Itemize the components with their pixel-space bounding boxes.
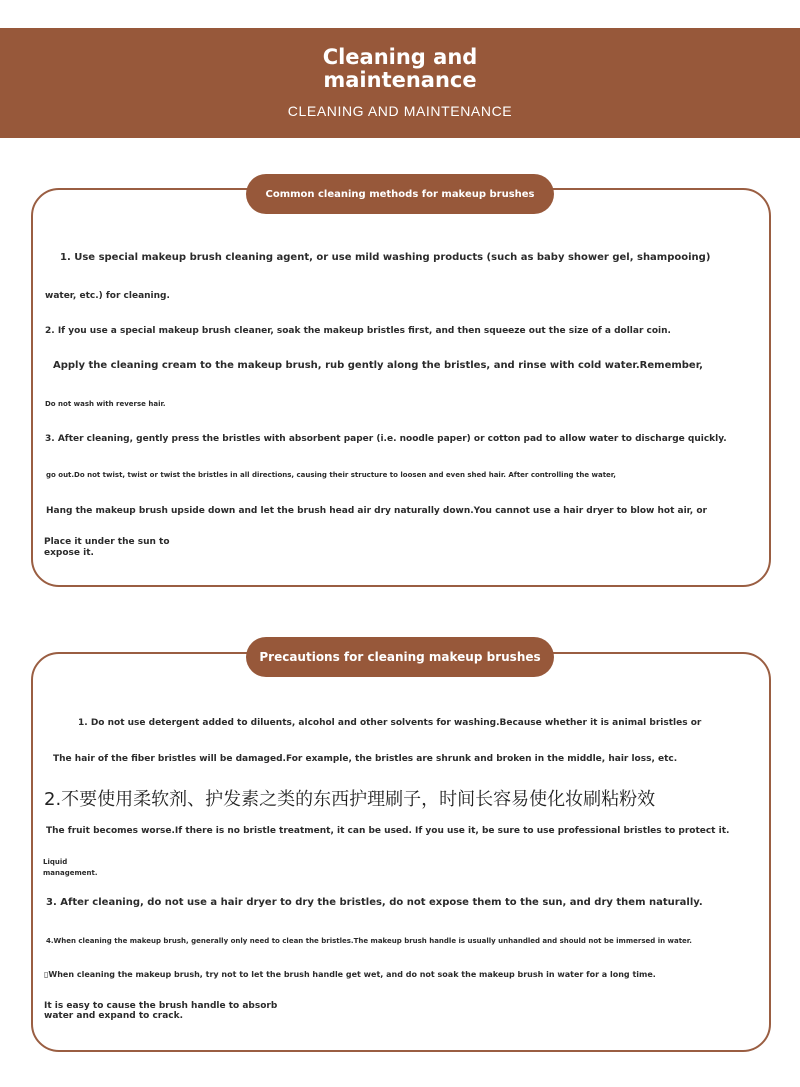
section1-line-3: 2. If you use a special makeup brush cleaner, soak the makeup bristles first, and then squeeze out the size of a dollar coin. [45, 326, 671, 336]
page-title-line-1: Cleaning and [322, 45, 478, 69]
section1-line-8: Hang the makeup brush upside down and let the brush head air dry naturally down.You cannot use a hair dryer to blow hot air, or [46, 506, 707, 516]
page-subtitle: CLEANING AND MAINTENANCE [287, 103, 513, 119]
page-title [0, 46, 800, 92]
section2-line-9: ▯When cleaning the makeup brush, try not to let the brush handle get wet, and do not soak the makeup brush in water for a long time. [44, 970, 656, 979]
section1-line-10: expose it. [44, 548, 94, 558]
section2-line-4: The fruit becomes worse.If there is no bristle treatment, it can be used. If you use it, be sure to use professional bristles to protect it. [46, 826, 730, 836]
section1-line-4: Apply the cleaning cream to the makeup brush, rub gently along the bristles, and rinse with cold water.Remember, [53, 360, 703, 371]
section1-line-6: 3. After cleaning, gently press the bristles with absorbent paper (i.e. noodle paper) or cotton pad to allow water to discharge quickly. [45, 434, 727, 444]
cleaning-methods-card [31, 188, 771, 587]
section2-line-8: 4.When cleaning the makeup brush, generally only need to clean the bristles.The makeup brush handle is usually unhandled and should not be immersed in water. [46, 937, 692, 945]
section1-line-2: water, etc.) for cleaning. [45, 291, 170, 301]
header-banner [0, 28, 800, 138]
section1-line-7: go out.Do not twist, twist or twist the bristles in all directions, causing their structure to loosen and even shed hair. After controlling the water, [46, 471, 616, 479]
section2-line-11: water and expand to crack. [44, 1011, 184, 1021]
section2-line-7: 3. After cleaning, do not use a hair dryer to dry the bristles, do not expose them to the sun, and dry them naturally. [46, 897, 703, 908]
section2-line-2: The hair of the fiber bristles will be damaged.For example, the bristles are shrunk and broken in the middle, hair loss, etc. [53, 754, 678, 764]
section1-line-5: Do not wash with reverse hair. [45, 400, 166, 408]
section1-line-9: Place it under the sun to [44, 537, 170, 547]
precautions-heading: Precautions for cleaning makeup brushes [246, 637, 554, 677]
section1-line-1: 1. Use special makeup brush cleaning agent, or use mild washing products (such as baby shower gel, shampooing) [60, 252, 711, 263]
section2-line-6: management. [43, 869, 98, 877]
section2-line-5: Liquid [43, 858, 68, 866]
precautions-card [31, 652, 771, 1052]
section2-line-10: It is easy to cause the brush handle to absorb [44, 1001, 278, 1011]
section2-line-1: 1. Do not use detergent added to diluents, alcohol and other solvents for washing.Because whether it is animal bristles or [78, 718, 702, 728]
section2-line-3-cjk: 2.不要使用柔软剂、护发素之类的东西护理刷子，时间长容易使化妆刷粘粉效 [44, 789, 656, 810]
page-title-line-2: maintenance [323, 68, 477, 92]
cleaning-methods-heading: Common cleaning methods for makeup brushes [246, 174, 554, 214]
